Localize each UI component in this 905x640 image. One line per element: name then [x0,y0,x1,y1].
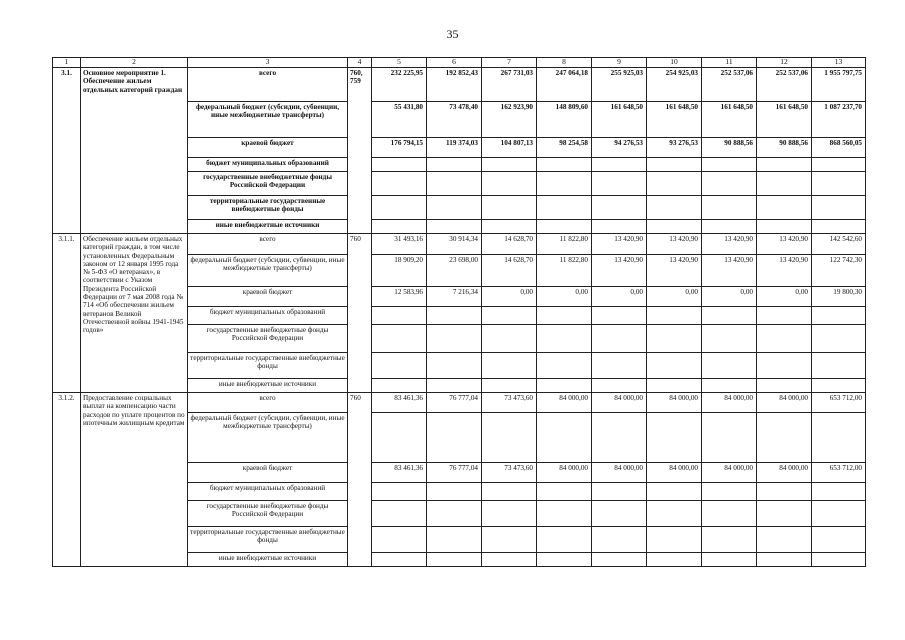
item-number: 3.1.2. [53,393,81,567]
funding-source: территориальные государственные внебюджетные фонды [188,527,348,553]
amount-cell [537,220,592,234]
amount-cell [537,413,592,463]
budget-table [52,57,866,567]
amount-cell: 161 648,50 [757,102,812,138]
column-number-header: 10 [647,58,702,68]
funding-source: федеральный бюджет (субсидии, субвенции, иные межбюджетные трансферты) [188,413,348,463]
amount-cell: 122 742,30 [812,255,866,287]
amount-cell [592,158,647,172]
amount-cell [812,220,866,234]
amount-cell: 0,00 [647,287,702,307]
amount-cell [482,413,537,463]
amount-cell: 653 712,00 [812,463,866,483]
column-number-header: 1 [53,58,81,68]
amount-cell [702,325,757,353]
amount-cell [427,483,482,501]
amount-cell [372,172,427,196]
amount-cell [537,483,592,501]
funding-source: иные внебюджетные источники [188,220,348,234]
column-number-header: 7 [482,58,537,68]
amount-cell [482,325,537,353]
amount-cell [757,158,812,172]
amount-cell: 13 420,90 [592,234,647,255]
amount-cell [537,172,592,196]
amount-cell: 0,00 [592,287,647,307]
funding-source: государственные внебюджетные фонды Российской Федерации [188,501,348,527]
funding-source: территориальные государственные внебюджетные фонды [188,353,348,379]
amount-cell: 84 000,00 [537,463,592,483]
amount-cell [537,353,592,379]
amount-cell [757,220,812,234]
amount-cell [702,196,757,220]
amount-cell [537,307,592,325]
amount-cell: 868 560,05 [812,138,866,158]
funding-source: всего [188,393,348,413]
amount-cell: 18 909,20 [372,255,427,287]
amount-cell [702,413,757,463]
amount-cell: 84 000,00 [647,463,702,483]
amount-cell [647,158,702,172]
amount-cell [537,379,592,393]
amount-cell: 73 478,40 [427,102,482,138]
amount-cell [482,353,537,379]
amount-cell [757,553,812,567]
amount-cell [372,483,427,501]
amount-cell [757,196,812,220]
amount-cell: 98 254,58 [537,138,592,158]
amount-cell [482,501,537,527]
amount-cell [482,307,537,325]
funding-source: государственные внебюджетные фонды Российской Федерации [188,325,348,353]
amount-cell [647,196,702,220]
amount-cell [647,172,702,196]
amount-cell: 13 420,90 [757,255,812,287]
amount-cell [372,379,427,393]
amount-cell [592,307,647,325]
amount-cell [427,501,482,527]
amount-cell [592,196,647,220]
amount-cell [647,501,702,527]
amount-cell [812,527,866,553]
funding-source: государственные внебюджетные фонды Российской Федерации [188,172,348,196]
amount-cell: 119 374,03 [427,138,482,158]
amount-cell [702,307,757,325]
amount-cell: 76 777,04 [427,463,482,483]
amount-cell [537,158,592,172]
amount-cell: 84 000,00 [647,393,702,413]
amount-cell: 1 087 237,70 [812,102,866,138]
amount-cell [537,325,592,353]
budget-code: 760 [348,234,372,393]
amount-cell [812,501,866,527]
amount-cell: 13 420,90 [647,255,702,287]
amount-cell [427,553,482,567]
item-number: 3.1.1. [53,234,81,393]
amount-cell: 7 216,34 [427,287,482,307]
amount-cell: 84 000,00 [537,393,592,413]
amount-cell [812,172,866,196]
funding-source: иные внебюджетные источники [188,379,348,393]
amount-cell: 104 807,13 [482,138,537,158]
amount-cell [372,307,427,325]
funding-source: всего [188,68,348,102]
amount-cell: 84 000,00 [757,463,812,483]
amount-cell [702,158,757,172]
amount-cell: 254 925,03 [647,68,702,102]
amount-cell [427,307,482,325]
amount-cell [812,413,866,463]
column-number-header: 4 [348,58,372,68]
amount-cell [372,353,427,379]
table-row [53,68,866,102]
amount-cell [427,325,482,353]
amount-cell [482,483,537,501]
amount-cell [372,158,427,172]
table-row [53,234,866,255]
amount-cell: 252 537,06 [702,68,757,102]
amount-cell [592,483,647,501]
amount-cell [592,527,647,553]
amount-cell [592,553,647,567]
amount-cell [812,353,866,379]
amount-cell: 84 000,00 [702,463,757,483]
funding-source: краевой бюджет [188,138,348,158]
amount-cell: 0,00 [702,287,757,307]
column-number-header: 13 [812,58,866,68]
funding-source: территориальные государственные внебюджетные фонды [188,196,348,220]
amount-cell [702,379,757,393]
amount-cell: 11 822,80 [537,234,592,255]
column-number-header: 2 [81,58,188,68]
amount-cell [647,553,702,567]
amount-cell: 232 225,95 [372,68,427,102]
amount-cell [482,553,537,567]
amount-cell [482,220,537,234]
amount-cell: 83 461,36 [372,463,427,483]
column-number-header: 9 [592,58,647,68]
column-number-header: 8 [537,58,592,68]
amount-cell [592,379,647,393]
amount-cell: 13 420,90 [592,255,647,287]
amount-cell [757,172,812,196]
amount-cell [372,501,427,527]
amount-cell [482,527,537,553]
amount-cell [757,307,812,325]
column-number-header: 11 [702,58,757,68]
amount-cell [482,379,537,393]
amount-cell: 142 542,60 [812,234,866,255]
amount-cell: 84 000,00 [592,393,647,413]
amount-cell [427,527,482,553]
budget-code: 760 [348,393,372,567]
amount-cell [812,483,866,501]
amount-cell: 83 461,36 [372,393,427,413]
amount-cell [812,553,866,567]
amount-cell [647,483,702,501]
column-number-header: 3 [188,58,348,68]
amount-cell [427,158,482,172]
amount-cell: 14 628,70 [482,255,537,287]
amount-cell: 161 648,50 [702,102,757,138]
amount-cell [757,413,812,463]
amount-cell [647,325,702,353]
amount-cell [372,413,427,463]
amount-cell: 90 888,56 [757,138,812,158]
amount-cell [592,413,647,463]
amount-cell: 94 276,53 [592,138,647,158]
amount-cell [812,379,866,393]
amount-cell [757,353,812,379]
measure-title: Обеспечение жильем отдельных категорий граждан, в том числе установленных Федеральным законом от 12 января 1995 года № 5-ФЗ «О ветеранах», в соответствии с Указом Президента Российской Федерации от 7 мая 2008 года № 714 «Об обеспечении жильем ветеранов Великой Отечественной войны 1941-1945 годов» [81,234,188,393]
amount-cell [537,196,592,220]
amount-cell [482,196,537,220]
amount-cell: 162 923,90 [482,102,537,138]
funding-source: иные внебюджетные источники [188,553,348,567]
funding-source: бюджет муниципальных образований [188,483,348,501]
funding-source: краевой бюджет [188,287,348,307]
amount-cell [482,172,537,196]
amount-cell: 73 473,60 [482,393,537,413]
amount-cell [702,353,757,379]
amount-cell [812,325,866,353]
amount-cell: 84 000,00 [592,463,647,483]
amount-cell: 93 276,53 [647,138,702,158]
amount-cell [372,325,427,353]
amount-cell [427,172,482,196]
funding-source: бюджет муниципальных образований [188,307,348,325]
amount-cell: 84 000,00 [702,393,757,413]
column-number-header: 6 [427,58,482,68]
amount-cell [757,325,812,353]
page-number: 35 [446,27,459,41]
measure-title: Предоставление социальных выплат на компенсацию части расходов по уплате процентов по ипотечным жилищным кредитам [81,393,188,567]
amount-cell [647,307,702,325]
amount-cell [372,196,427,220]
budget-code: 760, 759 [348,68,372,234]
amount-cell [757,379,812,393]
amount-cell: 13 420,90 [647,234,702,255]
amount-cell: 55 431,80 [372,102,427,138]
amount-cell: 19 800,30 [812,287,866,307]
amount-cell [702,220,757,234]
amount-cell [427,379,482,393]
amount-cell [537,501,592,527]
amount-cell: 31 493,16 [372,234,427,255]
amount-cell [702,501,757,527]
amount-cell: 73 473,60 [482,463,537,483]
amount-cell [702,527,757,553]
funding-source: федеральный бюджет (субсидии, субвенции, иные межбюджетные трансферты) [188,102,348,138]
funding-source: федеральный бюджет (субсидии, субвенции, иные межбюджетные трансферты) [188,255,348,287]
amount-cell: 14 628,70 [482,234,537,255]
amount-cell: 252 537,06 [757,68,812,102]
funding-source: краевой бюджет [188,463,348,483]
amount-cell [592,501,647,527]
table-body [53,68,866,567]
column-number-row [53,58,866,68]
amount-cell: 0,00 [482,287,537,307]
amount-cell [812,158,866,172]
amount-cell: 255 925,03 [592,68,647,102]
amount-cell: 267 731,03 [482,68,537,102]
amount-cell: 90 888,56 [702,138,757,158]
amount-cell: 13 420,90 [757,234,812,255]
amount-cell: 76 777,04 [427,393,482,413]
item-number: 3.1. [53,68,81,234]
amount-cell [592,325,647,353]
amount-cell [592,220,647,234]
amount-cell [537,553,592,567]
amount-cell: 653 712,00 [812,393,866,413]
amount-cell: 247 064,18 [537,68,592,102]
amount-cell: 30 914,34 [427,234,482,255]
amount-cell [372,220,427,234]
amount-cell [702,483,757,501]
amount-cell [702,553,757,567]
funding-source: всего [188,234,348,255]
amount-cell [647,527,702,553]
table-row [53,393,866,413]
amount-cell [372,527,427,553]
amount-cell: 176 794,15 [372,138,427,158]
amount-cell: 0,00 [757,287,812,307]
amount-cell: 11 822,80 [537,255,592,287]
amount-cell: 161 648,50 [592,102,647,138]
amount-cell: 161 648,50 [647,102,702,138]
column-number-header: 5 [372,58,427,68]
amount-cell [647,413,702,463]
amount-cell: 84 000,00 [757,393,812,413]
amount-cell: 148 809,60 [537,102,592,138]
amount-cell: 13 420,90 [702,255,757,287]
amount-cell: 13 420,90 [702,234,757,255]
amount-cell [647,353,702,379]
amount-cell [757,527,812,553]
amount-cell [482,158,537,172]
amount-cell: 12 583,96 [372,287,427,307]
amount-cell [812,196,866,220]
amount-cell [592,172,647,196]
amount-cell [537,527,592,553]
amount-cell: 23 698,00 [427,255,482,287]
funding-source: бюджет муниципальных образований [188,158,348,172]
amount-cell [702,172,757,196]
amount-cell [647,379,702,393]
amount-cell [427,196,482,220]
amount-cell: 0,00 [537,287,592,307]
measure-title: Основное мероприятие 1. Обеспечение жильем отдельных категорий граждан [81,68,188,234]
amount-cell: 1 955 797,75 [812,68,866,102]
amount-cell [427,413,482,463]
column-number-header: 12 [757,58,812,68]
amount-cell [427,220,482,234]
amount-cell [647,220,702,234]
amount-cell [757,483,812,501]
amount-cell [812,307,866,325]
amount-cell: 192 852,43 [427,68,482,102]
amount-cell [592,353,647,379]
amount-cell [757,501,812,527]
amount-cell [372,553,427,567]
amount-cell [427,353,482,379]
